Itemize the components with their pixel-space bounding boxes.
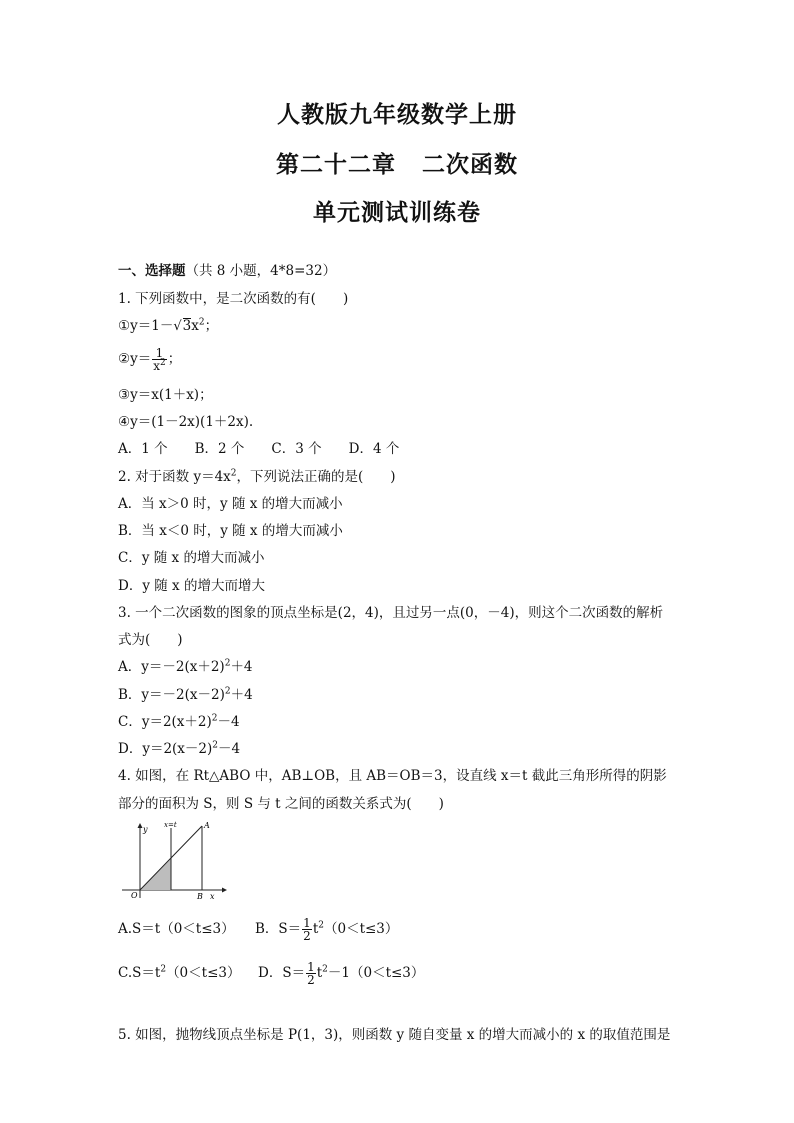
- label-y: y: [143, 825, 148, 834]
- q4-b-left: B．S＝: [255, 921, 302, 937]
- label-o: O: [131, 891, 138, 900]
- q3-b-left: B．y＝－2(x－2): [118, 687, 225, 703]
- label-x-equals-t: x=t: [164, 821, 177, 829]
- q4-c-exp: 2: [160, 964, 167, 975]
- q2-stem-exp: 2: [230, 468, 237, 479]
- q4-option-c: [118, 956, 258, 990]
- section-heading: [118, 262, 336, 280]
- q1-item1-radicand: 3: [182, 318, 192, 334]
- q3-b-exp: 2: [224, 686, 231, 697]
- label-a: A: [204, 821, 210, 830]
- q1-item4: ④y＝(1－2x)(1＋2x).: [118, 414, 254, 430]
- title-test: 单元测试训练卷: [313, 199, 481, 226]
- q1-item2: [118, 342, 181, 376]
- title-textbook: 人教版九年级数学上册: [277, 101, 517, 128]
- q4-b-den: 2: [303, 929, 311, 943]
- q2-option-a: A．当 x＞0 时，y 随 x 的增大而减小: [118, 496, 343, 512]
- chapter-name: 二次函数: [422, 151, 518, 178]
- q3-a-exp: 2: [224, 658, 231, 669]
- q1-item2-den: [152, 360, 167, 372]
- x-axis-arrow: [222, 888, 227, 893]
- q1-item2-a: ②y＝: [118, 351, 152, 367]
- q3-option-b: [118, 686, 253, 704]
- q2-stem-b: ，下列说法正确的是( ): [236, 469, 396, 485]
- q4-stem-line1: 4. 如图，在 Rt△ABO 中，AB⊥OB，且 AB＝OB＝3，设直线 x＝t 截此三角形所得的阴影: [118, 768, 667, 784]
- q1-item2-frac: [152, 347, 167, 372]
- q4-b-t: t: [312, 921, 319, 937]
- q4-option-a: A.S＝t（0＜t≤3）: [118, 921, 235, 937]
- q2-option-d: D．y 随 x 的增大而增大: [118, 578, 265, 594]
- q4-d-num: 1: [307, 960, 315, 974]
- q1-item2-num: 1: [152, 347, 167, 360]
- y-axis-arrow: [138, 823, 143, 828]
- sqrt-sign: √: [173, 319, 182, 334]
- q1-stem: 1. 下列函数中，是二次函数的有( ): [118, 291, 349, 307]
- q3-d-right: －4: [218, 741, 241, 757]
- q4-options-cd: [118, 956, 424, 990]
- q3-a-right: ＋4: [230, 659, 253, 675]
- q4-option-d: [258, 956, 424, 990]
- chapter-number: 第二十二章: [276, 151, 396, 178]
- q4-option-b: [255, 912, 398, 946]
- q3-stem-line1: 3. 一个二次函数的图象的顶点坐标是(2，4)，且过另一点(0，－4)，则这个二次函数的解析: [118, 605, 664, 621]
- label-x: x: [210, 892, 215, 900]
- q3-option-c: [118, 713, 240, 731]
- q2-option-c: C．y 随 x 的增大而减小: [118, 550, 265, 566]
- q3-b-right: ＋4: [230, 687, 253, 703]
- q4-c-range: （0＜t≤3）: [166, 965, 241, 981]
- q4-b-range: （0＜t≤3）: [323, 921, 399, 937]
- q4-d-t: t: [316, 965, 323, 981]
- q1-options: A．1 个 B．2 个 C．3 个 D．4 个: [118, 441, 400, 457]
- section-note: （共 8 小题，4*8=32）: [185, 263, 337, 279]
- q2-stem: [118, 468, 396, 486]
- q3-d-left: D．y＝2(x－2): [118, 741, 213, 757]
- q2-stem-a: 2. 对于函数 y＝4x: [118, 469, 231, 485]
- q4-b-num: 1: [303, 916, 311, 930]
- q4-b-frac: [302, 917, 312, 942]
- q3-d-exp: 2: [212, 740, 219, 751]
- q3-c-exp: 2: [211, 713, 218, 724]
- q1-item3: ③y＝x(1＋x)；: [118, 387, 213, 403]
- q3-c-left: C．y＝2(x＋2): [118, 714, 212, 730]
- q4-d-left: D．S＝: [258, 965, 306, 981]
- q1-item1-a: ①y＝1－: [118, 318, 174, 334]
- q3-c-right: －4: [217, 714, 240, 730]
- q3-option-d: [118, 740, 240, 758]
- q4-d-frac: [306, 961, 316, 986]
- q1-item2-den-exp: 2: [160, 358, 166, 368]
- q1-item1-c: ；: [204, 318, 219, 334]
- q3-a-left: A．y＝－2(x＋2): [118, 659, 225, 675]
- q2-option-b: B．当 x＜0 时，y 随 x 的增大而减小: [118, 523, 343, 539]
- q3-stem-line2: 式为( ): [118, 632, 183, 648]
- q4-options-ab: [118, 912, 398, 946]
- q1-item2-den-x: x: [153, 359, 161, 373]
- q3-option-a: [118, 658, 253, 676]
- label-b: B: [197, 892, 203, 900]
- q4-c-left: C.S＝t: [118, 965, 161, 981]
- triangle-figure: [118, 820, 228, 900]
- q4-d-exp: 2: [322, 964, 328, 975]
- q1-item1-exp: 2: [198, 317, 205, 328]
- title-chapter: [0, 146, 794, 179]
- section-label: 一、选择题: [118, 263, 186, 279]
- q5-stem-line1: 5. 如图，抛物线顶点坐标是 P(1，3)，则函数 y 随自变量 x 的增大而减小的 x 的取值范围是: [118, 1027, 671, 1043]
- q4-b-exp: 2: [318, 920, 324, 931]
- q1-item1-b: x: [191, 318, 199, 334]
- q4-d-den: 2: [307, 973, 315, 987]
- q4-d-range: －1（0＜t≤3）: [327, 965, 425, 981]
- q1-item2-c: ；: [167, 351, 182, 367]
- q4-stem-line2: 部分的面积为 S，则 S 与 t 之间的函数关系式为( ): [118, 796, 444, 812]
- q1-item1: [118, 317, 218, 336]
